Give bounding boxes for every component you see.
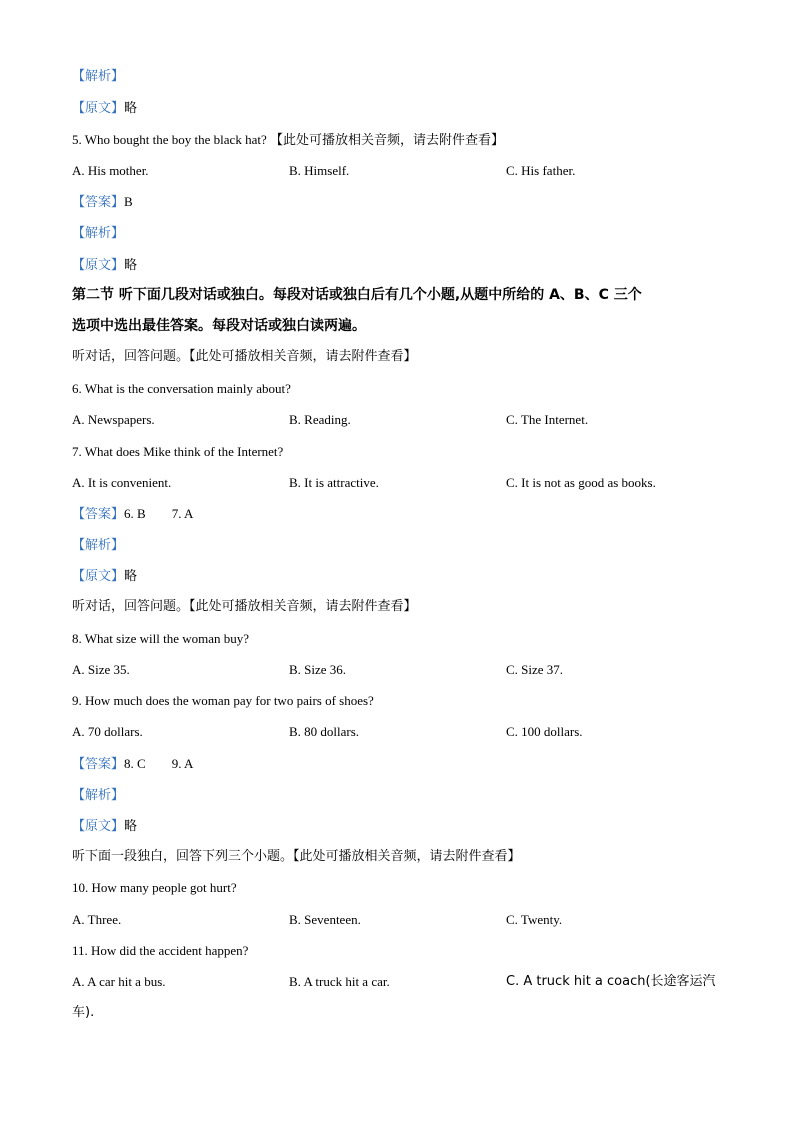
answer-line-6-7: 【答案】6. B 7. A [72,506,194,522]
section-2-heading-line-2: 选项中选出最佳答案。每段对话或独白读两遍。 [72,318,366,334]
q10-option-b: B. Seventeen. [289,912,361,927]
question-10: 10. How many people got hurt? [72,880,237,895]
q8-option-a: A. Size 35. [72,662,130,677]
monologue-intro: 听下面一段独白，回答下列三个小题。【此处可播放相关音频，请去附件查看】 [72,849,521,864]
answer-line-8-9: 【答案】8. C 9. A [72,756,194,772]
question-5: 5. Who bought the boy the black hat? 【此处可播放相关音频，请去附件查看】 [72,132,504,148]
original-line-1: 【原文】略 [72,101,138,116]
original-line-4: 【原文】略 [72,819,138,834]
q9-option-c: C. 100 dollars. [506,724,583,739]
dialog-2-intro: 听对话，回答问题。【此处可播放相关音频，请去附件查看】 [72,599,417,614]
q8-option-b: B. Size 36. [289,662,347,677]
q11-option-c: C. A truck hit a coach(长途客运汽 [506,974,716,989]
dialog-1-intro: 听对话，回答问题。【此处可播放相关音频，请去附件查看】 [72,349,417,364]
question-9: 9. How much does the woman pay for two pairs of shoes? [72,693,374,708]
q6-option-b: B. Reading. [289,412,351,427]
q9-option-a: A. 70 dollars. [72,724,143,739]
q7-option-a: A. It is convenient. [72,475,172,490]
q8-option-c: C. Size 37. [506,662,564,677]
analysis-label-1: 【解析】 [72,69,125,84]
q11-option-b: B. A truck hit a car. [289,974,390,989]
q9-option-b: B. 80 dollars. [289,724,360,739]
q10-option-a: A. Three. [72,912,122,927]
q6-option-c: C. The Internet. [506,412,589,427]
q5-option-c: C. His father. [506,163,576,178]
audio-note: 【此处可播放相关音频，请去附件查看】 [269,133,504,148]
question-8: 8. What size will the woman buy? [72,631,250,646]
analysis-label-2: 【解析】 [72,226,125,241]
q5-option-a: A. His mother. [72,163,149,178]
q7-option-c: C. It is not as good as books. [506,475,656,490]
original-line-3: 【原文】略 [72,569,138,584]
answer-line-5: 【答案】B [72,194,133,210]
question-11: 11. How did the accident happen? [72,943,249,958]
analysis-label-3: 【解析】 [72,538,125,553]
q7-option-b: B. It is attractive. [289,475,379,490]
q5-option-b: B. Himself. [289,163,350,178]
q10-option-c: C. Twenty. [506,912,563,927]
section-2-heading-line-1: 第二节 听下面几段对话或独白。每段对话或独白后有几个小题,从题中所给的 A、B、C 三个 [72,287,642,303]
question-7: 7. What does Mike think of the Internet? [72,444,284,459]
q11-option-a: A. A car hit a bus. [72,974,166,989]
q6-option-a: A. Newspapers. [72,412,155,427]
analysis-label-4: 【解析】 [72,788,125,803]
q11-option-c-continuation: 车). [72,1005,95,1020]
question-6: 6. What is the conversation mainly about? [72,381,291,396]
original-line-2: 【原文】略 [72,258,138,273]
